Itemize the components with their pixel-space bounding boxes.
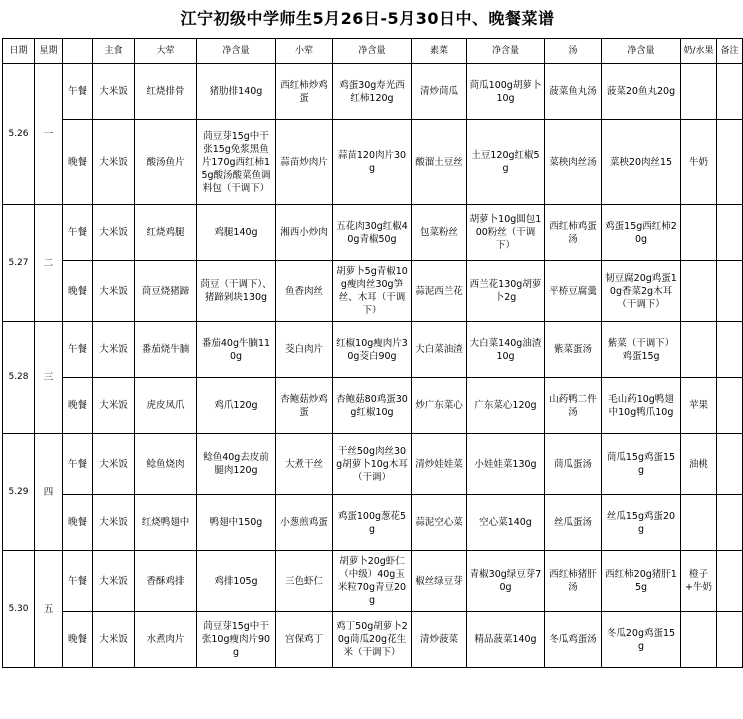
- big-meat-qty-cell: 番茄40g牛腩110g: [197, 322, 276, 378]
- milk-fruit-cell: [681, 495, 717, 551]
- header-milk-fruit: 奶/水果: [681, 39, 717, 64]
- meal-cell: 午餐: [63, 434, 93, 495]
- meal-cell: 晚餐: [63, 261, 93, 322]
- soup-cell: 茼瓜蛋汤: [545, 434, 602, 495]
- big-meat-cell: 虎皮凤爪: [135, 378, 197, 434]
- staple-cell: 大米饭: [93, 495, 135, 551]
- small-meat-qty-cell: 红椒10g瘦肉片30g茭白90g: [333, 322, 412, 378]
- header-date: 日期: [3, 39, 35, 64]
- header-staple: 主食: [93, 39, 135, 64]
- small-meat-qty-cell: 干丝50g肉丝30g胡萝卜10g木耳（干调）: [333, 434, 412, 495]
- veg-qty-cell: 广东菜心120g: [467, 378, 545, 434]
- note-cell: [717, 434, 743, 495]
- header-small-meat: 小荤: [276, 39, 333, 64]
- date-cell: 5.28: [3, 322, 35, 434]
- veg-cell: 清炒菠菜: [412, 612, 467, 668]
- weekday-cell: 三: [35, 322, 63, 434]
- table-row: [3, 261, 743, 322]
- small-meat-qty-cell: 胡萝卜20g虾仁（中级）40g玉米粒70g青豆20g: [333, 551, 412, 612]
- small-meat-qty-cell: 鸡蛋100g葱花5g: [333, 495, 412, 551]
- staple-cell: 大米饭: [93, 322, 135, 378]
- veg-cell: 包菜粉丝: [412, 205, 467, 261]
- big-meat-qty-cell: 茼豆芽15g中干张10g瘦肉片90g: [197, 612, 276, 668]
- small-meat-cell: 西红柿炒鸡蛋: [276, 64, 333, 120]
- header-veg-qty: 净含量: [467, 39, 545, 64]
- header-veg: 素菜: [412, 39, 467, 64]
- weekday-cell: 二: [35, 205, 63, 322]
- weekday-cell: 一: [35, 64, 63, 205]
- big-meat-cell: 番茄烧牛腩: [135, 322, 197, 378]
- weekday-cell: 四: [35, 434, 63, 551]
- meal-cell: 晚餐: [63, 120, 93, 205]
- meal-cell: 晚餐: [63, 378, 93, 434]
- veg-qty-cell: 小娃娃菜130g: [467, 434, 545, 495]
- table-row: [3, 120, 743, 205]
- table-row: [3, 612, 743, 668]
- page-title: 江宁初级中学师生5月26日-5月30日中、晚餐菜谱: [180, 9, 555, 28]
- meal-cell: 晚餐: [63, 612, 93, 668]
- soup-qty-cell: 丝瓜15g鸡蛋20g: [602, 495, 681, 551]
- note-cell: [717, 120, 743, 205]
- veg-qty-cell: 西兰花130g胡萝卜2g: [467, 261, 545, 322]
- milk-fruit-cell: 苹果: [681, 378, 717, 434]
- small-meat-qty-cell: 五花肉30g红椒40g青椒50g: [333, 205, 412, 261]
- veg-cell: 清炒娃娃菜: [412, 434, 467, 495]
- date-cell: 5.29: [3, 434, 35, 551]
- menu-table: [2, 38, 743, 668]
- milk-fruit-cell: [681, 322, 717, 378]
- note-cell: [717, 205, 743, 261]
- small-meat-cell: 湘西小炒肉: [276, 205, 333, 261]
- big-meat-qty-cell: 鸡排105g: [197, 551, 276, 612]
- staple-cell: 大米饭: [93, 551, 135, 612]
- milk-fruit-cell: [681, 261, 717, 322]
- small-meat-cell: 蒜苗炒肉片: [276, 120, 333, 205]
- header-weekday: 星期: [35, 39, 63, 64]
- staple-cell: 大米饭: [93, 64, 135, 120]
- small-meat-qty-cell: 鸡蛋30g寿光西红柿120g: [333, 64, 412, 120]
- big-meat-qty-cell: 鲶鱼40g去皮前腿肉120g: [197, 434, 276, 495]
- big-meat-qty-cell: 鸡爪120g: [197, 378, 276, 434]
- soup-qty-cell: 西红柿20g猪肝15g: [602, 551, 681, 612]
- veg-qty-cell: 精品菠菜140g: [467, 612, 545, 668]
- soup-qty-cell: 冬瓜20g鸡蛋15g: [602, 612, 681, 668]
- note-cell: [717, 64, 743, 120]
- soup-qty-cell: 菜秧20肉丝15: [602, 120, 681, 205]
- small-meat-cell: 鱼香肉丝: [276, 261, 333, 322]
- soup-qty-cell: 鸡蛋15g西红柿20g: [602, 205, 681, 261]
- soup-cell: 紫菜蛋汤: [545, 322, 602, 378]
- big-meat-cell: 红烧鸭翅中: [135, 495, 197, 551]
- header-meal: [63, 39, 93, 64]
- note-cell: [717, 378, 743, 434]
- meal-cell: 午餐: [63, 322, 93, 378]
- staple-cell: 大米饭: [93, 120, 135, 205]
- small-meat-cell: 茭白肉片: [276, 322, 333, 378]
- soup-qty-cell: 韧豆腐20g鸡蛋10g香菜2g木耳（干调下）: [602, 261, 681, 322]
- header-row: [3, 39, 743, 64]
- header-small-meat-qty: 净含量: [333, 39, 412, 64]
- table-row: [3, 64, 743, 120]
- note-cell: [717, 495, 743, 551]
- staple-cell: 大米饭: [93, 434, 135, 495]
- big-meat-cell: 水煮肉片: [135, 612, 197, 668]
- milk-fruit-cell: 油桃: [681, 434, 717, 495]
- big-meat-cell: 鲶鱼烧肉: [135, 434, 197, 495]
- header-soup: 汤: [545, 39, 602, 64]
- table-row: [3, 434, 743, 495]
- big-meat-cell: 红烧鸡腿: [135, 205, 197, 261]
- soup-cell: 菠菜鱼丸汤: [545, 64, 602, 120]
- veg-qty-cell: 空心菜140g: [467, 495, 545, 551]
- veg-cell: 酸溜土豆丝: [412, 120, 467, 205]
- soup-cell: 菜秧肉丝汤: [545, 120, 602, 205]
- small-meat-cell: 三色虾仁: [276, 551, 333, 612]
- header-soup-qty: 净含量: [602, 39, 681, 64]
- soup-cell: 冬瓜鸡蛋汤: [545, 612, 602, 668]
- table-row: [3, 378, 743, 434]
- small-meat-cell: 大煮干丝: [276, 434, 333, 495]
- staple-cell: 大米饭: [93, 261, 135, 322]
- soup-cell: 山药鸭二件汤: [545, 378, 602, 434]
- small-meat-qty-cell: 胡萝卜5g青椒10g瘦肉丝30g笋丝、木耳（干调下）: [333, 261, 412, 322]
- veg-cell: 蒜泥西兰花: [412, 261, 467, 322]
- note-cell: [717, 322, 743, 378]
- meal-cell: 午餐: [63, 205, 93, 261]
- header-note: 备注: [717, 39, 743, 64]
- big-meat-qty-cell: 鸡腿140g: [197, 205, 276, 261]
- soup-qty-cell: 毛山药10g鸭翅中10g鸭爪10g: [602, 378, 681, 434]
- soup-qty-cell: 紫菜（干调下）鸡蛋15g: [602, 322, 681, 378]
- big-meat-qty-cell: 茼豆（干调下）、猪蹄剁块130g: [197, 261, 276, 322]
- staple-cell: 大米饭: [93, 378, 135, 434]
- milk-fruit-cell: [681, 64, 717, 120]
- note-cell: [717, 551, 743, 612]
- big-meat-cell: 红烧排骨: [135, 64, 197, 120]
- veg-cell: 炒广东菜心: [412, 378, 467, 434]
- veg-qty-cell: 青椒30g绿豆芽70g: [467, 551, 545, 612]
- soup-qty-cell: 菠菜20鱼丸20g: [602, 64, 681, 120]
- header-big-meat: 大荤: [135, 39, 197, 64]
- soup-cell: 丝瓜蛋汤: [545, 495, 602, 551]
- big-meat-qty-cell: 鸭翅中150g: [197, 495, 276, 551]
- staple-cell: 大米饭: [93, 205, 135, 261]
- veg-cell: 蒜泥空心菜: [412, 495, 467, 551]
- veg-qty-cell: 茼瓜100g胡萝卜10g: [467, 64, 545, 120]
- milk-fruit-cell: [681, 205, 717, 261]
- meal-cell: 午餐: [63, 551, 93, 612]
- big-meat-qty-cell: 茼豆芽15g中干张15g免浆黑鱼片170g西红柿15g酸汤酸菜鱼调料包（干调下）: [197, 120, 276, 205]
- table-row: [3, 495, 743, 551]
- table-row: [3, 551, 743, 612]
- soup-cell: 西红柿猪肝汤: [545, 551, 602, 612]
- soup-qty-cell: 茼瓜15g鸡蛋15g: [602, 434, 681, 495]
- soup-cell: 西红柿鸡蛋汤: [545, 205, 602, 261]
- date-cell: 5.26: [3, 64, 35, 205]
- table-row: [3, 322, 743, 378]
- big-meat-cell: 酸汤鱼片: [135, 120, 197, 205]
- veg-cell: 椒丝绿豆芽: [412, 551, 467, 612]
- note-cell: [717, 261, 743, 322]
- meal-cell: 午餐: [63, 64, 93, 120]
- milk-fruit-cell: 牛奶: [681, 120, 717, 205]
- small-meat-qty-cell: 蒜苗120肉片30g: [333, 120, 412, 205]
- table-row: [3, 205, 743, 261]
- date-cell: 5.30: [3, 551, 35, 668]
- header-big-meat-qty: 净含量: [197, 39, 276, 64]
- weekday-cell: 五: [35, 551, 63, 668]
- meal-cell: 晚餐: [63, 495, 93, 551]
- veg-cell: 大白菜油渣: [412, 322, 467, 378]
- small-meat-cell: 宫保鸡丁: [276, 612, 333, 668]
- big-meat-qty-cell: 猪肋排140g: [197, 64, 276, 120]
- big-meat-cell: 茼豆烧猪蹄: [135, 261, 197, 322]
- note-cell: [717, 612, 743, 668]
- veg-qty-cell: 大白菜140g油渣10g: [467, 322, 545, 378]
- veg-cell: 清炒茼瓜: [412, 64, 467, 120]
- staple-cell: 大米饭: [93, 612, 135, 668]
- small-meat-cell: 杏鲍菇炒鸡蛋: [276, 378, 333, 434]
- milk-fruit-cell: 橙子+牛奶: [681, 551, 717, 612]
- soup-cell: 平桥豆腐羹: [545, 261, 602, 322]
- date-cell: 5.27: [3, 205, 35, 322]
- veg-qty-cell: 胡萝卜10g圆包100粉丝（干调下）: [467, 205, 545, 261]
- small-meat-cell: 小葱煎鸡蛋: [276, 495, 333, 551]
- veg-qty-cell: 土豆120g红椒5g: [467, 120, 545, 205]
- big-meat-cell: 香酥鸡排: [135, 551, 197, 612]
- small-meat-qty-cell: 杏鲍菇80鸡蛋30g红椒10g: [333, 378, 412, 434]
- milk-fruit-cell: [681, 612, 717, 668]
- small-meat-qty-cell: 鸡丁50g胡萝卜20g茼瓜20g花生米（干调下）: [333, 612, 412, 668]
